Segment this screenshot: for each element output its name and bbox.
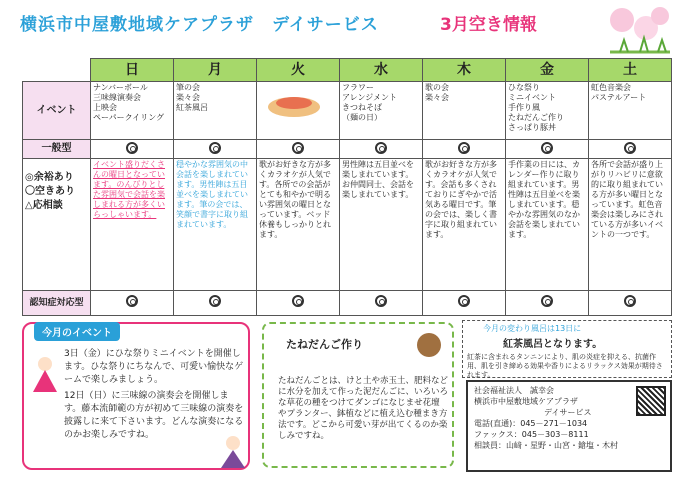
event-cell: ナンバーボール 三味線演奏会 上映会 ペーパークイリング — [91, 81, 174, 140]
mark-cell — [257, 290, 340, 315]
corner-cell — [23, 59, 91, 82]
circle-mark — [209, 142, 221, 154]
contact-box — [466, 380, 672, 472]
event-cell: 歌の会 楽々会 — [423, 81, 506, 140]
mark-cell — [506, 140, 589, 159]
availability-row — [23, 159, 672, 291]
row-label-dementia: 認知症対応型 — [23, 290, 91, 315]
hina-doll-icon — [28, 354, 62, 394]
page-subtitle: 3月空き情報 — [440, 15, 537, 35]
bath-line-2: 紅茶風呂となります。 — [503, 339, 603, 350]
circle-mark — [209, 295, 221, 307]
mark-cell — [340, 290, 423, 315]
day-header: 木 — [423, 59, 506, 82]
day-header: 金 — [506, 59, 589, 82]
page-title: 横浜市中屋敷地域ケアプラザ デイサービス — [20, 15, 379, 35]
calendar-table — [22, 58, 672, 316]
circle-mark — [458, 142, 470, 154]
circle-mark — [126, 295, 138, 307]
monthly-event-tag: 今月のイベント — [34, 322, 120, 341]
event-cell: ひな祭り ミニイベント 手作り風 たねだんご作り さっぱり豚丼 — [506, 81, 589, 140]
monthly-event-text-2: 12日（日）に三味線の演奏会を開催します。藤本流師範の方が初めて三味線の演奏を披露しに来て下さいます。どんな演奏になるのかお楽しみですね。 — [64, 391, 244, 440]
monthly-event-text-1: 3日（金）にひな祭りミニイベントを開催します。ひな祭りにちなんで、可愛い愉快なゲームで楽しみましょう。 — [64, 349, 244, 385]
contact-service: デイサービス — [544, 408, 592, 417]
avail-cell: 手作業の日には、カレンダー作りに取り組まれています。男性陣は五目並べを楽しまれています。穏やかな雰囲気のなか会話を楽しまれています。 — [506, 159, 589, 291]
bath-line-1: 今月の変わり風呂は13日に — [483, 324, 582, 333]
avail-cell: 各所で会話が盛り上がりリハビリに意欲的に取り組まれている方が多い曜日となっています。虹色音楽会は楽しみにされている方が多いイベントの一つです。 — [589, 159, 672, 291]
avail-cell: 男性陣は五目並べを楽しまれています。お仲間同士、会話を楽しまれています。 — [340, 159, 423, 291]
circle-mark — [292, 142, 304, 154]
mark-cell — [589, 140, 672, 159]
day-header: 月 — [174, 59, 257, 82]
row-label-event: イベント — [23, 81, 91, 140]
avail-cell: 歌がお好きな方が多くカラオケが人気です。各所での会話がとても和やかで明るい雰囲気の曜日となっています。ベッド休養もしっかりとれます。 — [257, 159, 340, 291]
tanedango-box — [262, 322, 454, 468]
row-label-general: 一般型 — [23, 140, 91, 159]
tanedango-heading: たねだんご作り — [286, 338, 363, 351]
bath-description: 紅茶に含まれるタンニンにより、肌の炎症を抑える、抗菌作用、肌を引き締める効果や香りによるリラックス効果が期待されます。 — [467, 353, 663, 379]
contact-org: 社会福祉法人 誠幸会 — [474, 386, 554, 395]
person-icon — [218, 434, 248, 468]
mark-cell — [174, 290, 257, 315]
circle-mark — [624, 295, 636, 307]
avail-cell: イベント盛りだくさんの曜日となっています。のんびりとした雰囲気で会話を楽しまれる方が多くいらっしゃいます。 — [91, 159, 174, 291]
day-header: 日 — [91, 59, 174, 82]
event-cell: 筆の会 楽々会 紅茶風呂 — [174, 81, 257, 140]
food-illustration — [259, 83, 329, 123]
dementia-row — [23, 290, 672, 315]
avail-cell: 歌がお好きな方が多くカラオケが人気です。会話も多くされておりにぎやかで活気ある曜日です。筆の会では、楽しく書字に取り組まれています。 — [423, 159, 506, 291]
circle-mark — [292, 295, 304, 307]
flower-illustration — [600, 4, 680, 58]
mark-cell — [257, 140, 340, 159]
header-row — [23, 59, 672, 82]
mark-cell — [423, 290, 506, 315]
monthly-event-box — [22, 322, 250, 470]
contact-tel: 電話(直通)：045－271－1034 — [474, 419, 588, 428]
mark-cell — [589, 290, 672, 315]
avail-cell: 穏やかな雰囲気の中会話を楽しまれています。男性陣は五目並べを楽しまれています。筆の会では、笑顔で書字に取り組まれています。 — [174, 159, 257, 291]
event-cell: 虹色音楽会 パステルアート — [589, 81, 672, 140]
event-cell: フラワー アレンジメント きつねそば （麺の日） — [340, 81, 423, 140]
circle-mark — [375, 142, 387, 154]
contact-name: 横浜市中屋敷地域ケアプラザ — [474, 397, 578, 406]
circle-mark — [624, 142, 636, 154]
mark-cell — [91, 140, 174, 159]
circle-mark — [541, 142, 553, 154]
contact-staff: 相談員：山﨑・星野・山宮・鎗塩・木村 — [474, 441, 618, 450]
mark-cell — [506, 290, 589, 315]
row-label-avail: ◎余裕あり 〇空きあり △応相談 — [23, 159, 91, 291]
tanedango-body: たねだんごとは、けと土や赤玉土、肥料などに水分を加えて作った泥だんごに、いろいろな草花の種をつけてダンゴになじませ花壇やプランター、鉢植などに植え込む種まき方法です。どこから可愛い芽が出てくるのか楽しみですね。 — [278, 376, 449, 441]
dango-icon — [414, 330, 444, 360]
bath-info-box — [462, 320, 672, 378]
circle-mark — [126, 142, 138, 154]
event-cell — [257, 81, 340, 140]
qr-code-icon[interactable] — [636, 386, 666, 416]
circle-mark — [375, 295, 387, 307]
mark-cell — [340, 140, 423, 159]
mark-cell — [91, 290, 174, 315]
day-header: 土 — [589, 59, 672, 82]
day-header: 水 — [340, 59, 423, 82]
contact-fax: ファックス：045－303－8111 — [474, 430, 589, 439]
day-header: 火 — [257, 59, 340, 82]
circle-mark — [541, 295, 553, 307]
event-row — [23, 81, 672, 140]
general-row — [23, 140, 672, 159]
mark-cell — [423, 140, 506, 159]
mark-cell — [174, 140, 257, 159]
circle-mark — [458, 295, 470, 307]
